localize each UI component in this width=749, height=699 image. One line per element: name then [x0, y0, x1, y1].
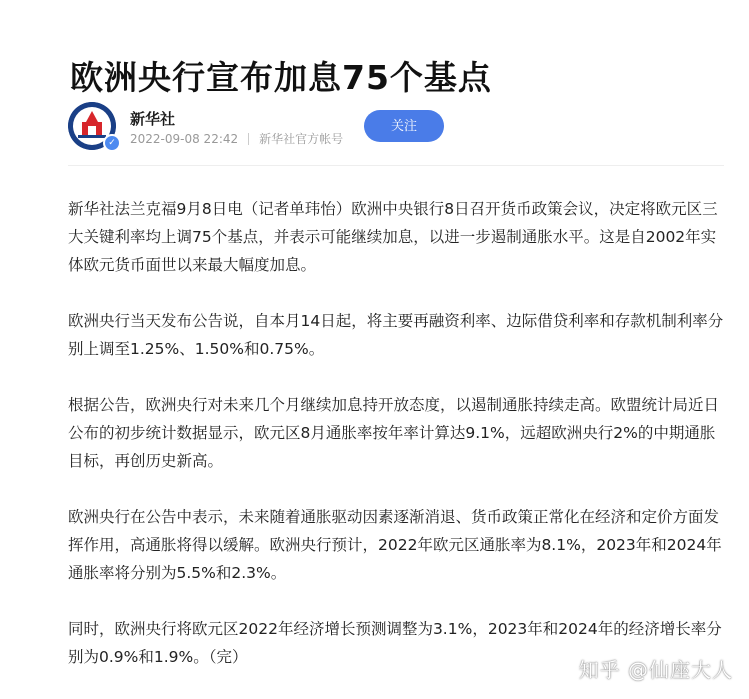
paragraph-5: 同时，欧洲央行将欧元区2022年经济增长预测调整为3.1%，2023年和2024年的经济增长率分别为0.9%和1.9%。（完）	[68, 620, 722, 666]
paragraph-4: 欧洲央行在公告中表示，未来随着通胀驱动因素逐渐消退、货币政策正常化在经济和定价方面发挥作用，高通胀将得以缓解。欧洲央行预计，2022年欧元区通胀率为8.1%，2023年和2024年通胀率将分别为5.5%和2.3%。	[68, 508, 722, 582]
account-description: 新华社官方帐号	[259, 132, 344, 146]
verified-badge-icon: ✓	[103, 134, 121, 152]
meta-divider	[248, 133, 249, 145]
author-name[interactable]: 新华社	[130, 110, 176, 128]
author-meta	[130, 130, 343, 147]
paragraph-2: 欧洲央行当天发布公告说，自本月14日起，将主要再融资利率、边际借贷利率和存款机制利率分别上调至1.25%、1.50%和0.75%。	[68, 312, 724, 358]
paragraph-3: 根据公告，欧洲央行对未来几个月继续加息持开放态度，以遏制通胀持续走高。欧盟统计局近日公布的初步统计数据显示，欧元区8月通胀率按年率计算达9.1%，远超欧洲央行2%的中期通胀目标，再创历史新高。	[68, 396, 720, 470]
article-body	[68, 195, 724, 699]
publish-date: 2022-09-08 22:42	[130, 131, 239, 146]
follow-button[interactable]: 关注	[364, 110, 444, 142]
article-title: 欧洲央行宣布加息75个基点	[70, 58, 492, 98]
header-divider	[68, 165, 724, 166]
author-card	[68, 100, 728, 164]
paragraph-1: 新华社法兰克福9月8日电（记者单玮怡）欧洲中央银行8日召开货币政策会议，决定将欧元区三大关键利率均上调75个基点，并表示可能继续加息，以进一步遏制通胀水平。这是自2002年实体欧元货币面世以来最大幅度加息。	[68, 200, 718, 274]
zhihu-watermark: 知乎 @仙座大人	[578, 658, 733, 682]
